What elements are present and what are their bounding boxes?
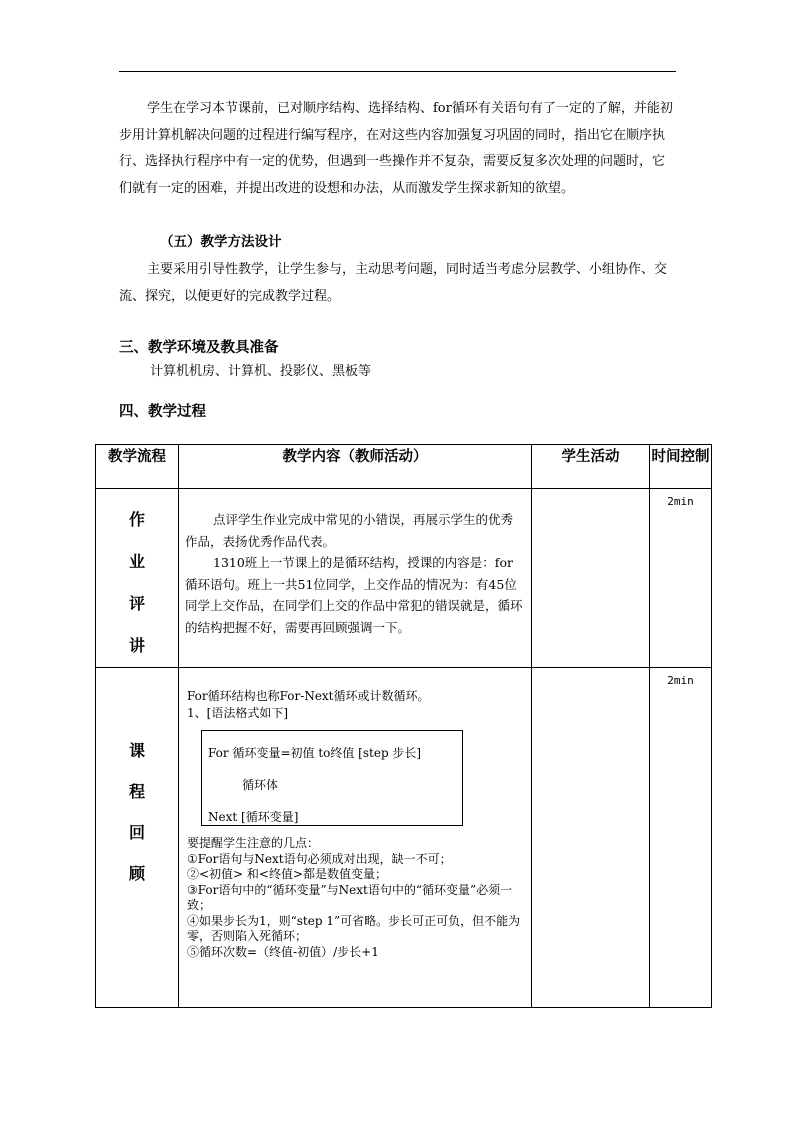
stage-char: 课 — [128, 741, 145, 760]
time-cell-review: 2min — [650, 668, 712, 1008]
stage-cell-review — [96, 668, 179, 1008]
stage-char: 程 — [128, 782, 145, 801]
stage-char: 业 — [128, 552, 145, 571]
syntax-next-line: Next [循环变量] — [208, 810, 299, 824]
time-cell-homework: 2min — [650, 489, 712, 668]
table-row — [96, 668, 712, 1008]
note-item: ⑤循环次数=（终值-初值）/步长+1 — [187, 944, 379, 959]
stage-char: 回 — [128, 823, 145, 842]
stage-char: 评 — [128, 594, 145, 613]
stage-char: 讲 — [128, 636, 145, 655]
content-cell-homework — [179, 489, 532, 668]
stage-char: 顾 — [128, 864, 145, 883]
syntax-for-line: For 循环变量=初值 to终值 [step 步长] — [208, 746, 422, 760]
intro-paragraph: 学生在学习本节课前，已对顺序结构、选择结构、for循环有关语句有了一定的了解，并能初步用计算机解决问题的过程进行编写程序，在对这些内容加强复习巩固的同时，指出它在顺序执行、选择执行程序中有一定的优势，但遇到一些操作并不复杂，需要反复多次处理的问题时，它们就有一定的困难，并提出改进的设想和办法，从而激发学生探求新知的欲望。 — [119, 101, 673, 196]
note-item: ②<初值> 和<终值>都是数值变量； — [187, 867, 388, 881]
content-cell-review — [179, 668, 532, 1008]
table-header-row — [96, 445, 712, 489]
homework-para-1: 点评学生作业完成中常见的小错误，再展示学生的优秀作品，表扬优秀作品代表。 — [185, 512, 514, 549]
review-line-2: 1、[语法格式如下] — [187, 706, 288, 720]
notes-title: 要提醒学生注意的几点： — [187, 836, 320, 850]
note-item: ③For语句中的“循环变量”与Next语句中的“循环变量”必须一致； — [187, 882, 513, 912]
header-rule — [119, 71, 676, 72]
notes-list — [187, 836, 525, 960]
header-time: 时间控制 — [650, 445, 712, 489]
syntax-box — [201, 730, 463, 826]
section3-text: 计算机机房、计算机、投影仪、黑板等 — [150, 364, 372, 379]
note-item: ④如果步长为1，则“step 1”可省略。步长可正可负，但不能为零，否则陷入死循环； — [187, 913, 521, 943]
student-cell-review — [532, 668, 650, 1008]
section5-heading: （五）教学方法设计 — [160, 234, 282, 250]
stage-char: 作 — [128, 510, 145, 529]
section5-text: 主要采用引导性教学，让学生参与，主动思考问题，同时适当考虑分层教学、小组协作、交流、探究，以便更好的完成教学过程。 — [119, 262, 668, 304]
header-flow: 教学流程 — [96, 445, 179, 489]
section4-heading: 四、教学过程 — [119, 404, 206, 420]
stage-cell-homework — [96, 489, 179, 668]
teaching-process-table — [95, 444, 712, 1008]
review-line-1: For循环结构也称For-Next循环或计数循环。 — [187, 689, 430, 703]
syntax-body-line: 循环体 — [242, 778, 279, 792]
note-item: ①For语句与Next语句必须成对出现，缺一不可； — [187, 851, 452, 866]
header-student: 学生活动 — [532, 445, 650, 489]
homework-para-2: 1310班上一节课上的是循环结构，授课的内容是：for循环语句。班上一共51位同学，上交作品的情况为：有45位同学上交作品，在同学们上交的作品中常犯的错误就是，循环的结构把握不好，需要再回顾强调一下。 — [185, 555, 523, 635]
table-row — [96, 489, 712, 668]
header-content: 教学内容（教师活动） — [179, 445, 532, 489]
student-cell-homework — [532, 489, 650, 668]
section3-heading: 三、教学环境及教具准备 — [119, 340, 279, 356]
